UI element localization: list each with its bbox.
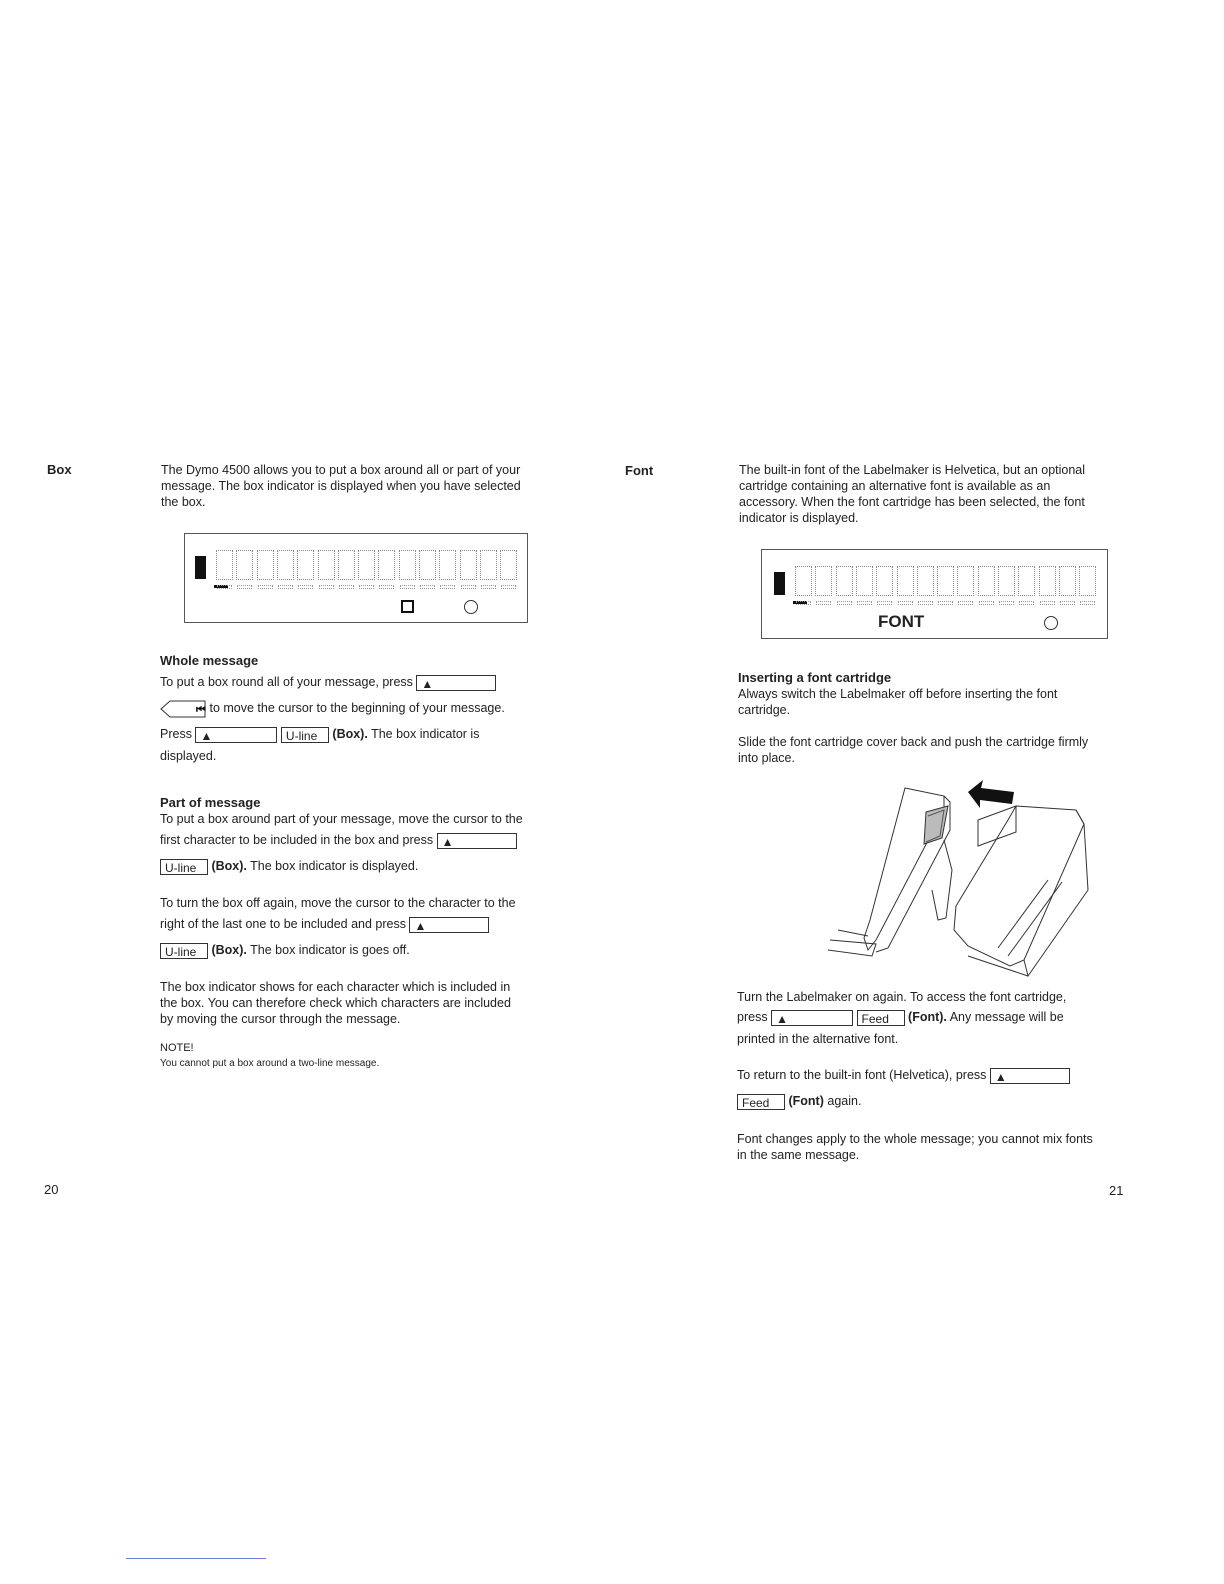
font-changes-note <box>737 1131 1137 1163</box>
lcd-underline-cell <box>796 601 811 605</box>
lcd-underline-cell <box>420 585 435 589</box>
lcd-character-cell <box>277 550 294 580</box>
font-function-label: (Font) <box>788 1094 824 1108</box>
lcd-underline-cell <box>400 585 415 589</box>
slide-line2: into place. <box>738 751 795 765</box>
indicator-line: the box. You can therefore check which characters are included <box>160 996 511 1010</box>
circle-indicator-icon <box>1044 616 1058 630</box>
lcd-underline-cell <box>999 601 1014 605</box>
font-indicator-label: FONT <box>878 612 925 631</box>
part-message-text: first character to be included in the box and press <box>160 833 434 847</box>
turn-on-line2 <box>737 1005 1137 1029</box>
lcd-underline-cell <box>258 585 273 589</box>
whole-message-heading: Whole message <box>160 653 259 668</box>
lcd-underline-cell <box>379 585 394 589</box>
part-message-line1: To put a box around part of your message, move the cursor to the <box>160 812 523 826</box>
lcd-underline-cell <box>857 601 872 605</box>
lcd-underline-cell <box>1060 601 1075 605</box>
lcd-underline-cell <box>918 601 933 605</box>
uline-key: U-line <box>160 943 208 959</box>
part-message-heading: Part of message <box>160 795 261 810</box>
lcd-character-cell <box>358 550 375 580</box>
lcd-underline-cell <box>958 601 973 605</box>
lcd-character-cell <box>937 566 954 596</box>
inserting-heading: Inserting a font cartridge <box>738 670 892 685</box>
shift-key: ▲ <box>437 833 517 849</box>
uline-key: U-line <box>281 727 329 743</box>
shift-key: ▲ <box>416 675 496 691</box>
box-intro-line: The Dymo 4500 allows you to put a box around all or part of your <box>161 463 521 477</box>
shift-key: ▲ <box>409 917 489 933</box>
lcd-character-cell <box>318 550 335 580</box>
font-function-label: (Font). <box>908 1010 947 1024</box>
slide-line1: Slide the font cartridge cover back and push the cartridge firmly <box>738 735 1089 749</box>
press-text: Press <box>160 727 192 741</box>
lcd-character-cell <box>917 566 934 596</box>
lcd-character-cell <box>257 550 274 580</box>
box-function-label: (Box). <box>211 943 247 957</box>
part-message-line3 <box>160 854 560 878</box>
whole-message-line3 <box>160 722 560 746</box>
box-intro <box>161 462 561 510</box>
box-off-line3 <box>160 938 560 962</box>
lcd-underline-cell <box>461 585 476 589</box>
lcd-character-cell <box>338 550 355 580</box>
box-function-label: (Box). <box>332 727 368 741</box>
return-line1 <box>737 1063 1137 1087</box>
circle-indicator-icon <box>464 600 478 614</box>
page-number-right: 21 <box>1109 1183 1124 1198</box>
feed-key: Feed <box>737 1094 785 1110</box>
box-function-label: (Box). <box>211 859 247 873</box>
turn-on-text: Any message will be <box>949 1010 1064 1024</box>
box-indicator-explanation <box>160 979 560 1027</box>
lcd-underline-cell <box>319 585 334 589</box>
turn-on-line1: Turn the Labelmaker on again. To access the font cartridge, <box>737 990 1067 1004</box>
lcd-character-cell <box>399 550 416 580</box>
lcd-underline-cell <box>938 601 953 605</box>
lcd-underline-cell <box>1019 601 1034 605</box>
font-intro <box>739 462 1139 526</box>
lcd-character-cell <box>216 550 233 580</box>
lcd-character-cell <box>978 566 995 596</box>
lcd-underline-cell <box>816 601 831 605</box>
lcd-character-cell <box>378 550 395 580</box>
box-off-text: The box indicator is goes off. <box>250 943 410 957</box>
lcd-character-cell <box>836 566 853 596</box>
lcd-underline-cell <box>501 585 516 589</box>
lcd-underline-cell <box>979 601 994 605</box>
lcd-character-cell <box>1039 566 1056 596</box>
lcd-character-cell <box>480 550 497 580</box>
back-key-icon <box>160 700 206 718</box>
page-divider-line <box>126 1558 266 1559</box>
lcd-character-cell <box>957 566 974 596</box>
turn-on-line3: printed in the alternative font. <box>737 1032 899 1046</box>
return-text: To return to the built-in font (Helvetica), press <box>737 1068 987 1082</box>
font-intro-line: The built-in font of the Labelmaker is Helvetica, but an optional <box>739 463 1086 477</box>
whole-message-line1 <box>160 670 560 694</box>
lcd-character-cell <box>876 566 893 596</box>
font-changes-line: in the same message. <box>737 1148 860 1162</box>
font-cartridge-illustration <box>828 780 1098 980</box>
uline-key: U-line <box>160 859 208 875</box>
return-text: again. <box>827 1094 862 1108</box>
feed-key: Feed <box>857 1010 905 1026</box>
part-message-text: The box indicator is displayed. <box>250 859 419 873</box>
whole-message-text: To put a box round all of your message, press <box>160 675 413 689</box>
lcd-underline-cell <box>278 585 293 589</box>
lcd-underline-cell <box>898 601 913 605</box>
cursor-block-icon <box>195 556 206 579</box>
press-text: press <box>737 1010 768 1024</box>
lcd-underline-cell <box>1080 601 1095 605</box>
font-intro-line: indicator is displayed. <box>739 511 859 525</box>
whole-message-line4: displayed. <box>160 749 217 763</box>
indicator-line: by moving the cursor through the message. <box>160 1012 401 1026</box>
lcd-underline-cell <box>359 585 374 589</box>
whole-message-text: to move the cursor to the beginning of your message. <box>209 701 505 715</box>
box-indicator-icon <box>401 600 414 613</box>
lcd-underline-cell <box>837 601 852 605</box>
lcd-character-cell <box>419 550 436 580</box>
lcd-character-cell <box>500 550 517 580</box>
whole-message-line2 <box>160 696 560 720</box>
lcd-character-cell <box>897 566 914 596</box>
lcd-character-cell <box>815 566 832 596</box>
lcd-underline-cell <box>298 585 313 589</box>
lcd-character-cell <box>998 566 1015 596</box>
lcd-underline-cell <box>1040 601 1055 605</box>
shift-key: ▲ <box>195 727 277 743</box>
lcd-underline-cell <box>440 585 455 589</box>
box-intro-line: message. The box indicator is displayed when you have selected <box>161 479 521 493</box>
box-off-text: right of the last one to be included and press <box>160 917 406 931</box>
lcd-character-cell <box>856 566 873 596</box>
note-text: You cannot put a box around a two-line message. <box>160 1058 380 1069</box>
box-section-title: Box <box>47 462 72 477</box>
lcd-underline-cell <box>237 585 252 589</box>
font-intro-line: cartridge containing an alternative font is available as an <box>739 479 1051 493</box>
lcd-character-cell <box>439 550 456 580</box>
box-off-line1: To turn the box off again, move the cursor to the character to the <box>160 896 516 910</box>
note-label: NOTE! <box>160 1042 194 1054</box>
shift-key: ▲ <box>990 1068 1070 1084</box>
lcd-character-cell <box>795 566 812 596</box>
box-lcd-display <box>184 533 528 623</box>
inserting-line2: cartridge. <box>738 703 791 717</box>
box-off-line2 <box>160 912 560 936</box>
lcd-underline-cell <box>481 585 496 589</box>
lcd-underline-cell <box>877 601 892 605</box>
svg-text:⏮: ⏮ <box>196 703 206 716</box>
font-section-title: Font <box>625 463 654 478</box>
whole-message-text: The box indicator is <box>371 727 480 741</box>
return-line2 <box>737 1089 1137 1113</box>
cursor-block-icon <box>774 572 785 595</box>
lcd-character-cell <box>1079 566 1096 596</box>
font-lcd-display <box>761 549 1108 639</box>
lcd-character-cell <box>297 550 314 580</box>
lcd-character-cell <box>460 550 477 580</box>
lcd-underline-cell <box>217 585 232 589</box>
indicator-line: The box indicator shows for each character which is included in <box>160 980 511 994</box>
font-intro-line: accessory. When the font cartridge has been selected, the font <box>739 495 1085 509</box>
box-intro-line: the box. <box>161 495 206 509</box>
part-message-line2 <box>160 828 560 852</box>
lcd-character-cell <box>1018 566 1035 596</box>
lcd-character-cell <box>236 550 253 580</box>
font-changes-line: Font changes apply to the whole message; you cannot mix fonts <box>737 1132 1093 1146</box>
page-number-left: 20 <box>44 1182 59 1197</box>
lcd-underline-cell <box>339 585 354 589</box>
lcd-character-cell <box>1059 566 1076 596</box>
left-arrow-icon <box>968 780 1014 808</box>
shift-key: ▲ <box>771 1010 853 1026</box>
inserting-line1: Always switch the Labelmaker off before inserting the font <box>738 687 1058 701</box>
